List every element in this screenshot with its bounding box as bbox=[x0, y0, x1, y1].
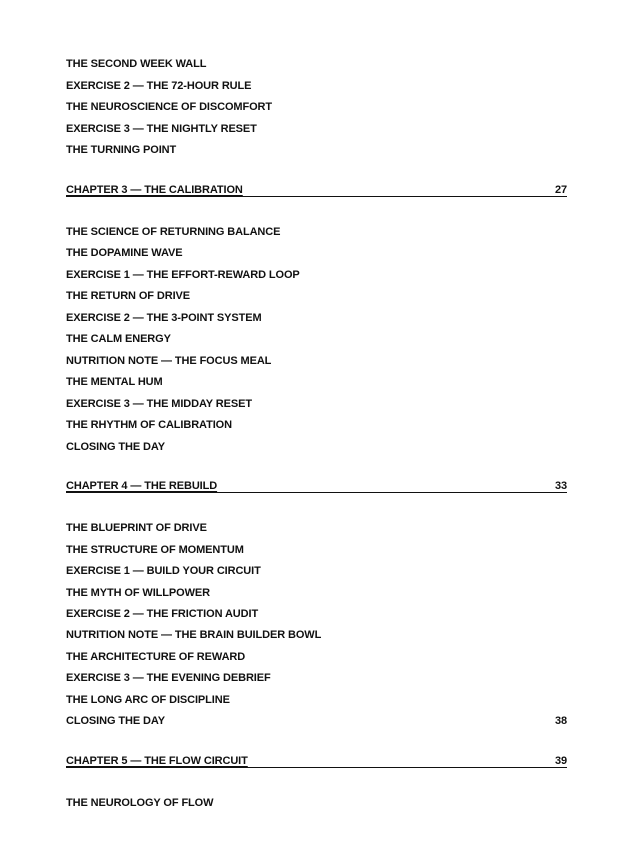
chapter-5-heading bbox=[66, 754, 567, 768]
chapter-page-number: 27 bbox=[554, 184, 567, 196]
toc-entry-title: CLOSING THE DAY bbox=[66, 715, 165, 727]
toc-entry-title: THE STRUCTURE OF MOMENTUM bbox=[66, 544, 244, 556]
toc-entry bbox=[66, 56, 567, 72]
chapter-title: CHAPTER 5 — THE FLOW CIRCUIT bbox=[66, 755, 248, 767]
toc-entry bbox=[66, 374, 567, 390]
toc-entry bbox=[66, 713, 567, 729]
toc-entry-title: THE SECOND WEEK WALL bbox=[66, 58, 207, 70]
toc-entry bbox=[66, 331, 567, 347]
toc-entry-title: THE TURNING POINT bbox=[66, 144, 177, 156]
toc-entry bbox=[66, 99, 567, 115]
toc-entry bbox=[66, 692, 567, 708]
chapter-title: CHAPTER 4 — THE REBUILD bbox=[66, 480, 218, 492]
toc-entry bbox=[66, 606, 567, 622]
toc-entry bbox=[66, 121, 567, 137]
toc-entry-title: THE DOPAMINE WAVE bbox=[66, 247, 183, 259]
toc-entry-title: NUTRITION NOTE — THE BRAIN BUILDER BOWL bbox=[66, 629, 322, 641]
toc-entry-title: EXERCISE 2 — THE 3-POINT SYSTEM bbox=[66, 312, 262, 324]
toc-entry-title: THE MYTH OF WILLPOWER bbox=[66, 587, 210, 599]
toc-entry bbox=[66, 563, 567, 579]
toc-entry bbox=[66, 627, 567, 643]
toc-entry-title: EXERCISE 2 — THE FRICTION AUDIT bbox=[66, 608, 259, 620]
toc-entry-title: EXERCISE 2 — THE 72-HOUR RULE bbox=[66, 80, 252, 92]
toc-entry-title: NUTRITION NOTE — THE FOCUS MEAL bbox=[66, 355, 272, 367]
chapter-3-heading bbox=[66, 183, 567, 197]
toc-entry-title: THE RETURN OF DRIVE bbox=[66, 290, 190, 302]
chapter-page-number: 39 bbox=[554, 755, 567, 767]
toc-entry bbox=[66, 310, 567, 326]
toc-entry bbox=[66, 78, 567, 94]
toc-entry bbox=[66, 520, 567, 536]
toc-entry bbox=[66, 795, 567, 811]
toc-entry-title: THE SCIENCE OF RETURNING BALANCE bbox=[66, 226, 281, 238]
toc-entry bbox=[66, 245, 567, 261]
toc-entry bbox=[66, 288, 567, 304]
toc-entry-title: EXERCISE 3 — THE MIDDAY RESET bbox=[66, 398, 252, 410]
toc-entry-title: EXERCISE 3 — THE EVENING DEBRIEF bbox=[66, 672, 271, 684]
toc-entry-title: EXERCISE 1 — BUILD YOUR CIRCUIT bbox=[66, 565, 261, 577]
toc-entry-title: EXERCISE 1 — THE EFFORT-REWARD LOOP bbox=[66, 269, 300, 281]
toc-entry bbox=[66, 224, 567, 240]
chapter-page-number: 33 bbox=[554, 480, 567, 492]
toc-entry-title: THE BLUEPRINT OF DRIVE bbox=[66, 522, 207, 534]
toc-entry bbox=[66, 353, 567, 369]
toc-entry bbox=[66, 649, 567, 665]
toc-entry bbox=[66, 585, 567, 601]
toc-entry-page-number: 38 bbox=[554, 715, 567, 727]
toc-entry bbox=[66, 417, 567, 433]
toc-entry-title: THE RHYTHM OF CALIBRATION bbox=[66, 419, 232, 431]
toc-entry-title: EXERCISE 3 — THE NIGHTLY RESET bbox=[66, 123, 257, 135]
toc-entry bbox=[66, 439, 567, 455]
chapter-title: CHAPTER 3 — THE CALIBRATION bbox=[66, 184, 243, 196]
toc-entry bbox=[66, 267, 567, 283]
toc-entry-title: THE NEUROLOGY OF FLOW bbox=[66, 797, 214, 809]
toc-entry-title: CLOSING THE DAY bbox=[66, 441, 165, 453]
toc-entry-title: THE MENTAL HUM bbox=[66, 376, 163, 388]
toc-entry-title: THE CALM ENERGY bbox=[66, 333, 171, 345]
toc-entry-title: THE LONG ARC OF DISCIPLINE bbox=[66, 694, 230, 706]
toc-entry-title: THE ARCHITECTURE OF REWARD bbox=[66, 651, 246, 663]
toc-entry bbox=[66, 142, 567, 158]
toc-entry bbox=[66, 670, 567, 686]
toc-entry bbox=[66, 542, 567, 558]
chapter-4-heading bbox=[66, 479, 567, 493]
toc-entry bbox=[66, 396, 567, 412]
toc-entry-title: THE NEUROSCIENCE OF DISCOMFORT bbox=[66, 101, 273, 113]
